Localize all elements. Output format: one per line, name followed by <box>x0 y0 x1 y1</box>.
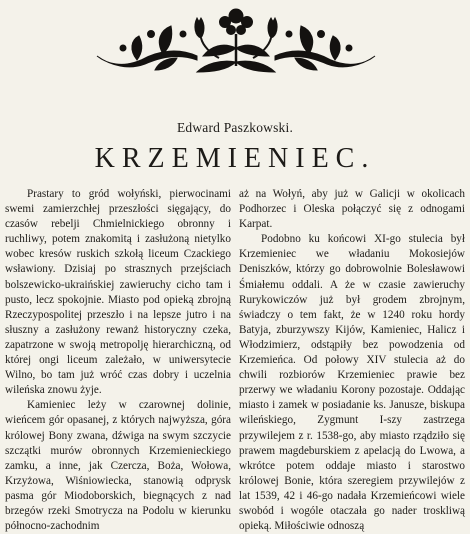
paragraph: aż na Wołyń, aby już w Galicji w okolicach Podhorzec i Oleska połączyć się z odnogami Karpat. <box>239 188 465 231</box>
text-column-left <box>5 187 231 533</box>
text-column-right <box>239 187 465 533</box>
paragraph: Podobno ku końcowi XI-go stulecia był Krzemieniec we władaniu Mokosiejów Deniszków, którzy go dobrowolnie Bolesławowi Śmiałemu oddali. A że w czasie zawieruchy Rurykowiczów już był grodem zbrojnym, świadczy o tem fakt, że w 1240 roku hordy Batyja, zburzywszy Kijów, Kamieniec, Halicz i Włodzimierz, odstąpiły bez powodzenia od Krzemieńca. Od połowy XIV stulecia aż do chwili rozbiorów Krzemieniec prawie bez przerwy we władaniu Korony pozostaje. Oddając miasto i zamek w posiadanie ks. Janusze, biskupa wileńskiego, Zygmunt I-szy zastrzega przywilejem z r. 1538-go, aby miasto rządziło się prawem magdeburskiem z apelacją do Lwowa, a wkrótce potem oddaje miasto i starostwo królowej Bonie, która szeregiem przywilejów z lat 1539, 42 i 46-go nadała Krzemieńcowi wiele swobód i wogóle otaczała go nader troskliwą opieką. Miłościwie odnoszą <box>239 233 465 533</box>
paragraph: Kamieniec leży w czarownej dolinie, wieńcem gór opasanej, z których najwyższa, góra królowej Bony zwana, dźwiga na swym szczycie szczątki murów obronnych Krzemienieckiego zamku, a inne, jak Czercza, Boża, Wołowa, Krzyżowa, Wiśniowiecka, stanowią odprysk pasma gór Miodoborskich, biegnących z nad brzegów rzeki Smotrycza na Podolu w kierunku północno-zachodnim <box>5 399 231 533</box>
article-title: KRZEMIENIEC. <box>94 143 376 174</box>
article-author: Edward Paszkowski. <box>176 120 294 135</box>
floral-ornament-icon <box>93 4 379 74</box>
paragraph: Prastary to gród wołyński, pierwocinami swemi zamierzchłej przeszłości sięgający, do czasów rebelji Chmielnickiego obronny i ruchliwy, potem znakomitą i zasłużoną nietylko wobec kresów ruskich szkołą liceum Czackiego wsławiony. Dzisiaj po strasznych przejściach bolszewicko-ukraińskiej zawieruchy cicho tam i pusto, lecz spokojnie. Miasto pod opieką zbrojną Rzeczypospolitej przeszło i na lepsze jutro i na słuszny a zasłużony rewanż historyczny czeka, zapatrzone w swoją metropolję hierarchiczną, od której ongi liceum zależało, w uniwersytecie Wilno, bo tam już wróć czas dobry i uczelnia wileńska znowu żyje. <box>5 188 231 397</box>
